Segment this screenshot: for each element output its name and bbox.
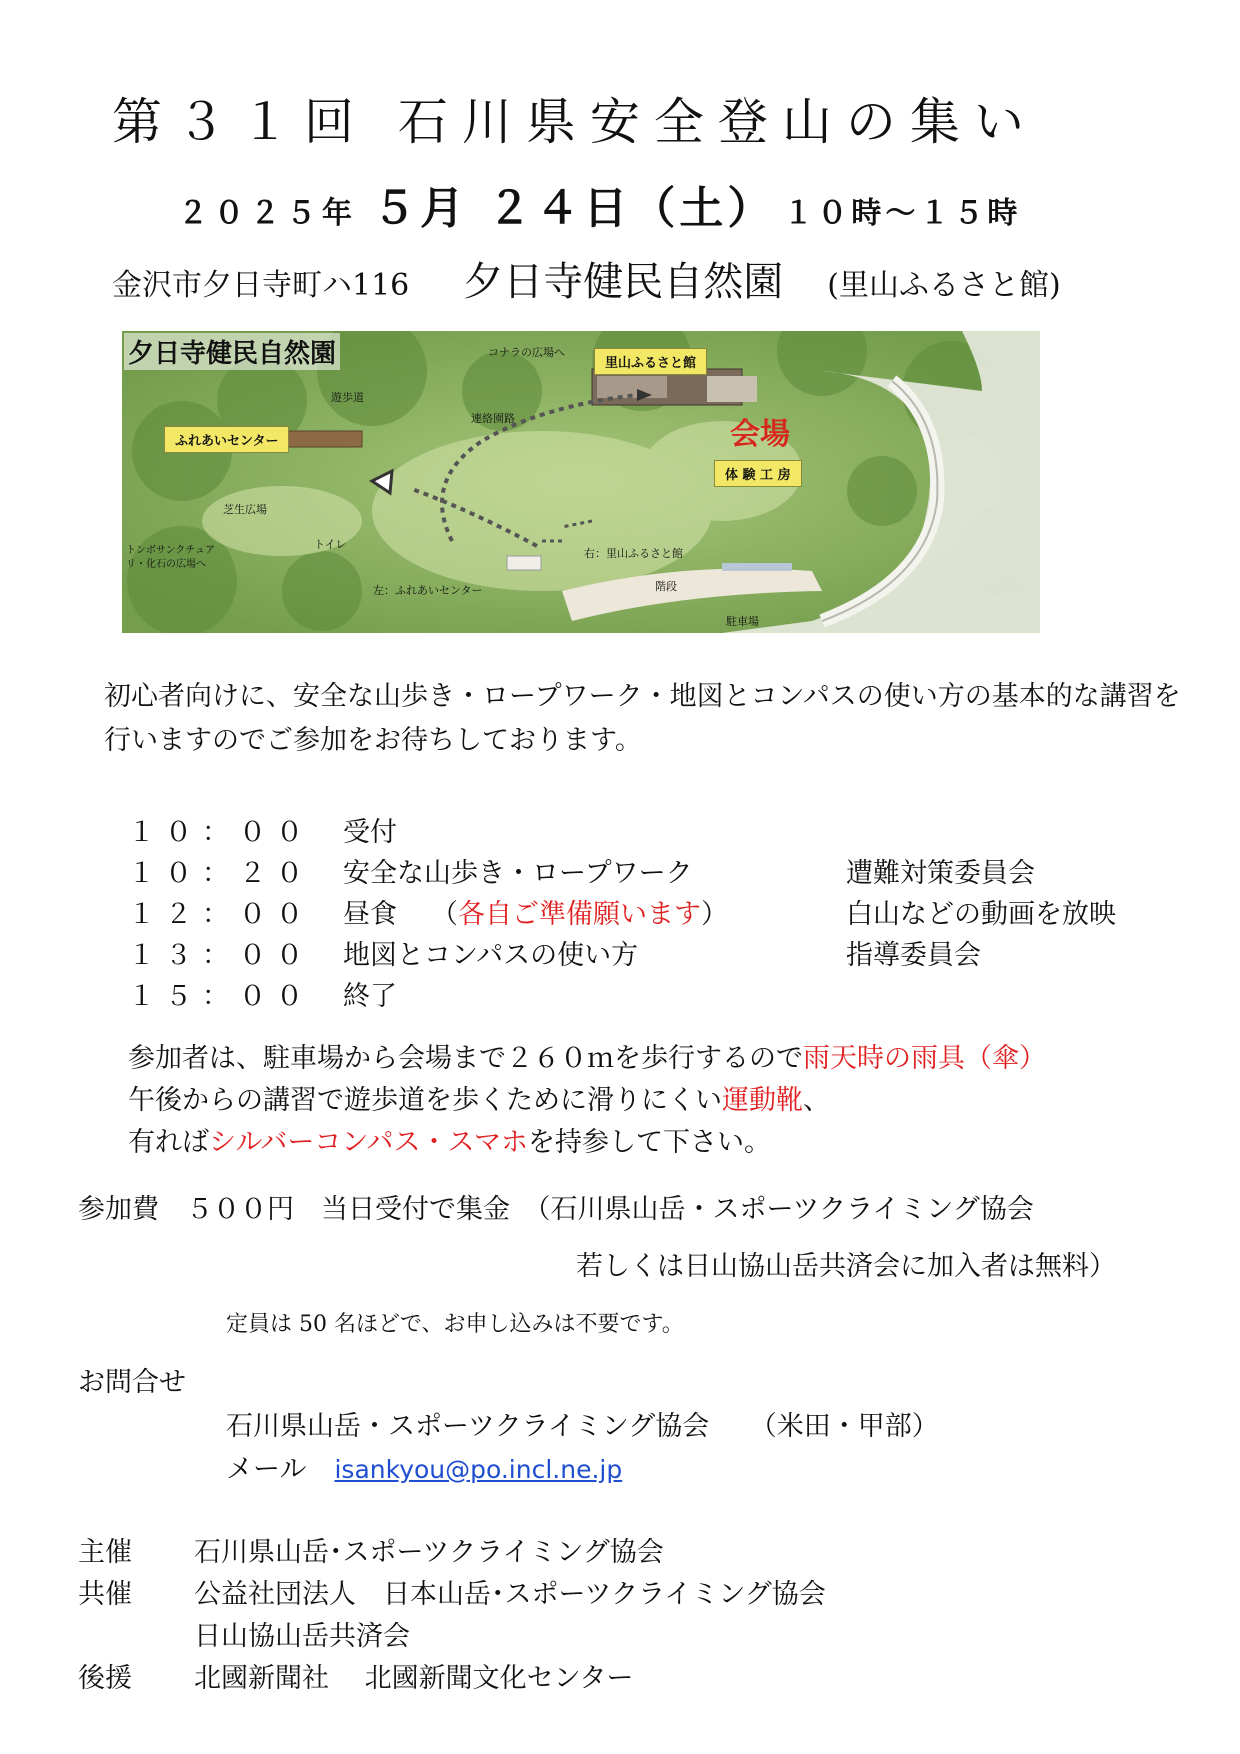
inquiry-org: 石川県山岳・スポーツクライミング協会 （米田・甲部） [226, 1411, 939, 1442]
schedule-content: 地図とコンパスの使い方 [343, 940, 639, 971]
note-highlight: 運動靴 [722, 1085, 803, 1116]
credit-row-supporter [78, 1656, 634, 1695]
note-highlight: 雨天時の雨具（傘） [803, 1043, 1046, 1074]
credit-value: 公益社団法人 日本山岳･スポーツクライミング協会 [194, 1579, 826, 1610]
participant-notes [128, 1038, 1046, 1164]
schedule-content [343, 892, 728, 931]
map-label-toilet: トイレ [314, 538, 347, 551]
map-title: 夕日寺健民自然園 [124, 333, 340, 370]
schedule-note: 遭難対策委員会 [846, 858, 1035, 889]
schedule-time: １２：００ [128, 899, 313, 930]
intro-text-emph: 安全な山歩き・ロープワーク・地図とコンパスの使い方 [293, 681, 965, 712]
schedule-time: １５：００ [128, 981, 313, 1012]
schedule-time: １０：００ [128, 817, 313, 848]
note-text: 、 [803, 1085, 830, 1116]
note-line-1 [128, 1038, 1046, 1080]
map-label-yuhodo: 遊歩道 [331, 391, 364, 404]
note-line-2 [128, 1080, 1046, 1122]
map-box-satoyama: 里山ふるさと館 [594, 348, 707, 375]
credit-row-cohost [78, 1572, 826, 1611]
venue-line [112, 250, 1061, 307]
note-text: を持参して下さい。 [528, 1127, 772, 1158]
map-label-konara: コナラの広場へ [488, 346, 565, 359]
schedule-content: 受付 [343, 817, 397, 848]
map-illustration [122, 331, 1040, 633]
note-highlight: シルバーコンパス・スマホ [209, 1127, 529, 1158]
email-link[interactable]: isankyou@po.incl.ne.jp [334, 1455, 623, 1484]
page-title: 第３１回 石川県安全登山の集い [112, 93, 1038, 151]
map-box-fureai: ふれあいセンター [164, 426, 289, 453]
schedule-lunch: 昼食 [343, 899, 397, 930]
credit-key: 共催 [78, 1579, 132, 1610]
credit-row-organizer [78, 1530, 664, 1569]
intro-text-after: の基本的な講習を行いますのでご参加をお待ちしております。 [104, 681, 1181, 756]
map-label-renraku: 連絡園路 [471, 412, 515, 425]
schedule-time: １３：００ [128, 940, 313, 971]
schedule-note: 指導委員会 [846, 940, 981, 971]
intro-paragraph [104, 675, 1184, 763]
date-main: ５月 ２４日（土） [372, 183, 776, 234]
venue-building: (里山ふるさと館) [827, 268, 1061, 303]
map-label-stairs: 階段 [655, 580, 677, 593]
map-label-tonbo-1: トンボサンクチュア [126, 545, 215, 556]
map-box-taiken: 体 験 工 房 [714, 460, 802, 487]
fee-line: 参加費 ５００円 当日受付で集金 （石川県山岳・スポーツクライミング協会 [78, 1194, 1034, 1225]
venue-name: 夕日寺健民自然園 [463, 259, 784, 305]
credit-value: 日山協山岳共済会 [194, 1621, 410, 1652]
capacity-note: 定員は 50 名ほどで、お申し込みは不要です。 [226, 1312, 684, 1337]
lunch-note-open: （ [431, 899, 458, 930]
fee-line-2: 若しくは日山協山岳共済会に加入者は無料） [576, 1251, 1116, 1282]
date-year: ２０２５年 [178, 196, 358, 231]
event-date [178, 172, 1021, 236]
lunch-note: 各自ご準備願います [458, 899, 701, 930]
inquiry-mail-line [226, 1447, 622, 1486]
note-text: 有れば [128, 1127, 209, 1158]
credit-value: 北國新聞社 北國新聞文化センター [194, 1663, 634, 1694]
credit-value: 石川県山岳･スポーツクライミング協会 [194, 1537, 664, 1568]
map-label-tonbo-2: リ・化石の広場へ [126, 559, 206, 570]
schedule-content: 終了 [343, 981, 397, 1012]
lunch-note-close: ） [701, 899, 728, 930]
map-venue-marker: 会場 [730, 417, 790, 452]
schedule-time: １０：２０ [128, 858, 313, 889]
note-text: 参加者は、駐車場から会場まで２６０ｍを歩行するので [128, 1043, 803, 1074]
credit-key: 後援 [78, 1663, 132, 1694]
credit-key: 主催 [78, 1537, 132, 1568]
schedule-note: 白山などの動画を放映 [846, 899, 1116, 930]
inquiry-label: お問合せ [78, 1367, 186, 1398]
map-label-parking: 駐車場 [726, 615, 759, 628]
intro-text-before: 初心者向けに、 [104, 681, 293, 712]
note-text: 午後からの講習で遊歩道を歩くために滑りにくい [128, 1085, 722, 1116]
date-time: １０時～１５時 [783, 196, 1022, 231]
mail-label: メール [226, 1454, 307, 1485]
park-map [122, 331, 1040, 633]
venue-address: 金沢市夕日寺町ハ116 [112, 268, 410, 303]
note-line-3 [128, 1122, 1046, 1164]
credit-row-cohost-2 [78, 1614, 410, 1653]
map-label-right: 右：里山ふるさと館 [584, 547, 683, 560]
map-label-shibafu: 芝生広場 [223, 503, 267, 516]
schedule-content: 安全な山歩き・ロープワーク [343, 858, 693, 889]
map-label-left: 左：ふれあいセンター [373, 584, 483, 597]
